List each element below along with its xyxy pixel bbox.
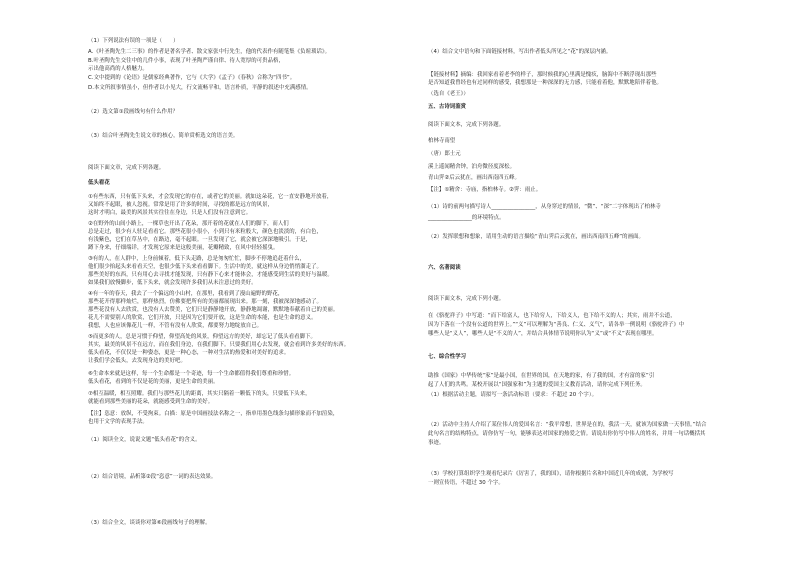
reading-question-3: （3）结合全文，谈谈你对第⑥段画线句子的理解。 (88, 520, 211, 526)
paragraph-5-line2: 其实，最美的风景不在远方，而在我们身边，在我们脚下。只要我们用心去发现，就会看到许多美好的东西。 (88, 342, 350, 348)
paragraph-2-line1: ②在野外的山间小路上，一棵草也开出了花朵，那开着的花就在人们的脚下，而人们 (88, 221, 289, 227)
paragraph-4-line5: 我想，人也应该像花儿一样，不管有没有人欣赏，都要努力地绽放自己。 (88, 323, 263, 329)
paragraph-2-line3: 有浅紫色，它们在草丛中，在路边，毫不起眼。一旦发现了它，就会被它深深地吸引。于是， (88, 237, 312, 243)
paragraph-2-line4: 蹲下身来，仔细端详，才发现它原来是这般美丽，花瓣精致，在风中轻轻摇曳。 (88, 245, 279, 251)
option-b-line1: B.叶圣陶先生交往中的几件小事，表现了叶圣陶严谨自律、待人宽厚的可贵品格， (88, 58, 284, 64)
paragraph-3-line4: 如果我们放慢脚步，低下头来，就会发现许多我们从未注意过的美好。 (88, 280, 257, 286)
option-b-line2: 示出他高尚的人格魅力。 (88, 66, 148, 72)
activity-intro-line2: 起了人们的共鸣。某校开展以“国强家和”为主题的爱国主义教育活动，请你完成下列任务。 (428, 382, 646, 388)
poem-question-1-line1: （1）诗的前两句描写诗人________________，从身穿过的情景，“微”、“深”二字体现出了柏林寺 (428, 204, 661, 210)
option-c: C.文中提到的《论语》是儒家经典著作，它与《大学》《孟子》《春秋》合称为“四书”。 (88, 75, 296, 81)
link-material-line2: 是否知道我曾经也有过同样的感受，我想那是一种深深的无力感，只能看着他，默默地陪伴着他。 (428, 80, 662, 86)
activity-question-2-line2: 此句名言的结构特点，请你仿写一句，能够表达对国家的热爱之情。请说出你仿写中伟人的姓名，并用一句话概括其 (428, 431, 706, 437)
question-intro: （1）下列说法有误的一项是（ ） (88, 38, 179, 44)
activity-intro-line1: 助推《国家》中华传统“家”是最小国，在世界的国，在天地的家，有了我的国，才有富的家”引 (428, 373, 655, 379)
paragraph-5-line4: 让我们学会低头，去发现身边的美好吧。 (88, 358, 186, 364)
activity-question-3-line2: 一则宣传语，不超过 30 个字。 (428, 480, 504, 486)
paragraph-6-line2: 低头看花，看到的不仅是花的美丽，更是生命的美丽。 (88, 379, 219, 385)
paragraph-4-line2: 那些花开得那样灿烂，那样热烈，仿佛要把所有的美丽都展现出来。那一刻，我被深深地感动了。 (88, 299, 322, 305)
section-5-heading: 五、古诗词鉴赏 (428, 104, 467, 110)
question-3: （3）结合叶圣陶先生说文章的核心，简单赏析选文的语言美。 (88, 133, 239, 139)
poem-question-2: （2）发挥联想和想象，请用生动的语言描绘“青山霁后云犹在，画出西南四五峰”的画面。 (428, 234, 644, 240)
paragraph-7-line2: 就能看到那些美丽的花朵，就能感受到生命的美好。 (88, 399, 214, 405)
reading-intro: 阅读下面文章，完成下列各题。 (88, 165, 165, 171)
section-7-heading: 七、综合性学习 (428, 354, 467, 360)
paragraph-3-line1: ③有的人，在人群中，上身前倾着，低下头走路，总是匆匆忙忙，脚步不停地追赶着什么， (88, 256, 306, 262)
reading-question-2: （2）结合语境，品析第②段“恣意”一词的表达效果。 (88, 474, 217, 480)
novel-question-line2: 因为下落在一个没有公道的世界上。”“义”可以理解为“善良、仁义、义气”，请各举一例说明《骆驼祥子》中 (428, 322, 685, 328)
paragraph-5-line3: 低头看花，不仅仅是一种姿态，更是一种心态，一种对生活的热爱和对美好的追求。 (88, 350, 290, 356)
activity-question-2-line1: （2）活动中主持人介绍了某位伟人的爱国名言：“我平常想，世界是在的，我活一天，就该为国家做一天事情。”结合 (428, 422, 707, 428)
poem-title: 柏林寺南望 (428, 138, 456, 144)
paragraph-3-line2: 他们很少抬起头来看看天空，也很少低下头来看看脚下。生活中的美，就这样从身边悄悄溜走了。 (88, 264, 322, 270)
question-2: （2）选文第①段画线句有什么作用？ (88, 109, 178, 115)
poem-line-1: 溪上遥闻精舍钟，泊舟微径度深松。 (428, 164, 516, 170)
paragraph-1-line2: 又始终不起眼，被人忽视。常常是用了许多的时间，寻找的都是远方的风景， (88, 202, 273, 208)
paragraph-4-line3: 那些花没有人去欣赏，也没有人去赞美，它们只是静静地开放，静静地凋谢，默默地奉献着自己的美丽。 (88, 307, 339, 313)
reading-question-1: （1）阅读全文，说说文题“低头看花”的含义。 (88, 437, 201, 443)
activity-question-3-line1: （3）学校打算组织学生观看纪录片《厉害了，我的国》，请你根据片名和中国近几年的成就，为学校写 (428, 471, 674, 477)
poem-note: 【注】①精舍：寺庙，指柏林寺。②霁：雨止。 (428, 187, 542, 193)
poem-line-2: 青山霁②后云犹在，画出西南四五峰。 (428, 175, 520, 181)
paragraph-1-line1: ①有些东西，只有低下头来，才会发现它的存在，或者它的美丽。就如这朵花，它一直安静地开放着， (88, 194, 333, 200)
paragraph-7-line1: ⑦相互温暖，相互照耀。我们与那些花儿的距离，其实只隔着一颗低下的头，只要低下头来， (88, 391, 311, 397)
paragraph-1-line3: 这时才明白，最美的风景其实往往在身边，只是人们没有注意到它。 (88, 210, 252, 216)
paragraph-3-line3: 那些美好的东西，只有用心去寻找才能发现，只有静下心来才能体会，才能感受到生活的美好与温暖。 (88, 272, 333, 278)
novel-question-line1: 在《骆驼祥子》中写道：“而下给富人，也下给穷人，下给义人，也下给不义的人；其实，雨并不公道， (428, 313, 676, 319)
paragraph-2-line2: 总是走过，很少有人驻足看看它。那些花很小很小，小到只有米粒般大，颜色也淡淡的，有白色， (88, 229, 322, 235)
poem-intro: 阅读下面文本，完成下列各题。 (428, 122, 505, 128)
paragraph-5-line1: ⑤而更多的人，总是习惯于仰望，仰望高处的风景，仰望远方的美好，却忘记了低头看看脚下。 (88, 334, 316, 340)
question-4: （4）结合文中语句和下面链接材料，写出作者低头所见之“花”的深层内涵。 (428, 49, 612, 55)
note-line2: 也用于文学的表现手法。 (88, 419, 148, 425)
paragraph-4-line1: ④有一年的春天，我去了一个偏远的小山村，在那里，我看到了漫山遍野的野花， (88, 291, 284, 297)
poem-author: （唐）郎士元 (428, 151, 461, 157)
note-line1: 【注】恣意：放纵，不受拘束。白描：原是中国画技法名称之一，指单用墨色线条勾描形象而不加渲染， (88, 411, 339, 417)
link-material-line1: 【链接材料】摘编：我回家看着老李的样子，那时候我的心里满是愧疚，脑海中不断浮现出那些 (428, 72, 657, 78)
article-title: 低头看花 (88, 180, 110, 186)
paragraph-6-line1: ⑥生命本来就是这样，每一个生命都是一个奇迹，每一个生命都值得我们尊重和珍惜。 (88, 371, 295, 377)
link-material-source: （选自《老王》） (428, 91, 469, 97)
novel-intro: 阅读下面文本，完成下列小题。 (428, 296, 505, 302)
option-d: D.本文所叙事情虽小，但作者以小见大，行文流畅平和，语言朴质，平静的叙述中充满感情。 (88, 85, 312, 91)
option-a: A.《叶圣陶先生二三事》的作者是著名学者、散文家张中行先生，他的代表作有随笔集《负暄琐话》。 (88, 49, 331, 55)
paragraph-4-line4: 花儿不需要别人的欣赏，它们开放，只是因为它们要开放，这是生命的本能，也是生命的意义。 (88, 315, 317, 321)
novel-question-line3: 哪些人是“义人”，哪些人是“不义的人”，并结合具体情节说明你认为“义”或“不义”表现在哪里。 (428, 331, 658, 337)
section-6-heading: 六、名著阅读 (428, 265, 461, 271)
poem-question-1-line2: ________________的环境特点。 (428, 215, 505, 221)
activity-question-2-line3: 事迹。 (428, 440, 445, 446)
activity-question-1: （1）根据活动主题，请拟写一条活动标语（要求：不超过 20 个字）。 (428, 392, 598, 398)
